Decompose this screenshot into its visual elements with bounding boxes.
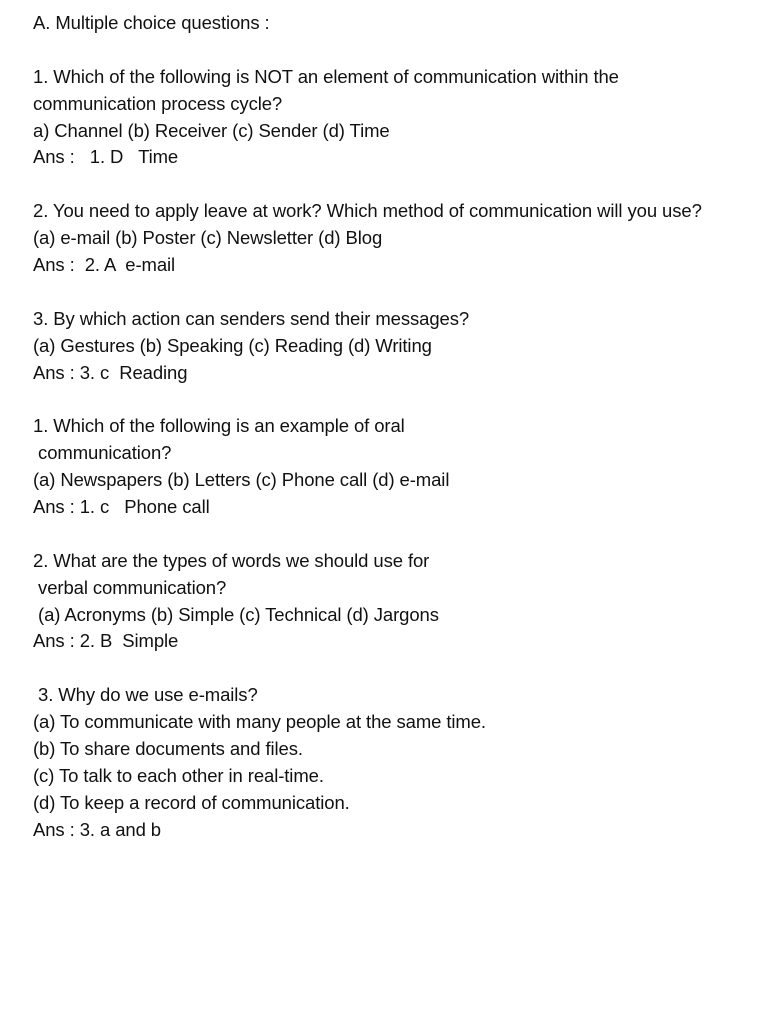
question-text: 3. By which action can senders send their messages? xyxy=(33,307,470,329)
spacer xyxy=(33,37,763,64)
answer-line: Ans : 1. c Phone call xyxy=(33,496,210,518)
answer-line: Ans : 1. D Time xyxy=(33,146,179,168)
answer-line: Ans : 2. A e-mail xyxy=(33,254,176,276)
document-page xyxy=(33,10,763,844)
question-text: 2. What are the types of words we should use for xyxy=(33,549,430,571)
answer-option: (b) To share documents and files. xyxy=(33,738,303,760)
question-block-1 xyxy=(33,64,763,172)
answer-options: a) Channel (b) Receiver (c) Sender (d) Time xyxy=(33,119,390,141)
question-text: verbal communication? xyxy=(33,576,227,598)
spacer xyxy=(33,386,763,413)
spacer xyxy=(33,279,763,306)
answer-options: (a) e-mail (b) Poster (c) Newsletter (d) Blog xyxy=(33,227,383,249)
answer-options: (a) Newspapers (b) Letters (c) Phone call (d) e-mail xyxy=(33,469,450,491)
question-block-4 xyxy=(33,413,763,521)
question-text: 2. You need to apply leave at work? Which method of communication will you use? xyxy=(33,200,702,222)
answer-options: (a) Gestures (b) Speaking (c) Reading (d) Writing xyxy=(33,334,432,356)
question-block-2 xyxy=(33,198,763,279)
question-block-6 xyxy=(33,682,763,843)
answer-option: (c) To talk to each other in real-time. xyxy=(33,764,324,786)
question-text: communication? xyxy=(33,442,172,464)
answer-options: (a) Acronyms (b) Simple (c) Technical (d) Jargons xyxy=(33,603,439,625)
question-text: 1. Which of the following is an example of oral xyxy=(33,415,405,437)
question-block-3 xyxy=(33,306,763,387)
answer-option: (d) To keep a record of communication. xyxy=(33,791,350,813)
spacer xyxy=(33,521,763,548)
answer-option: (a) To communicate with many people at the same time. xyxy=(33,711,486,733)
question-block-5 xyxy=(33,548,763,656)
spacer xyxy=(33,171,763,198)
section-heading: A. Multiple choice questions : xyxy=(33,12,270,33)
answer-line: Ans : 3. c Reading xyxy=(33,361,188,383)
spacer xyxy=(33,655,763,682)
answer-line: Ans : 2. B Simple xyxy=(33,630,179,652)
question-text: communication process cycle? xyxy=(33,92,283,114)
question-text: 3. Why do we use e-mails? xyxy=(33,684,258,706)
question-text: 1. Which of the following is NOT an element of communication within the xyxy=(33,65,619,87)
answer-line: Ans : 3. a and b xyxy=(33,818,161,840)
